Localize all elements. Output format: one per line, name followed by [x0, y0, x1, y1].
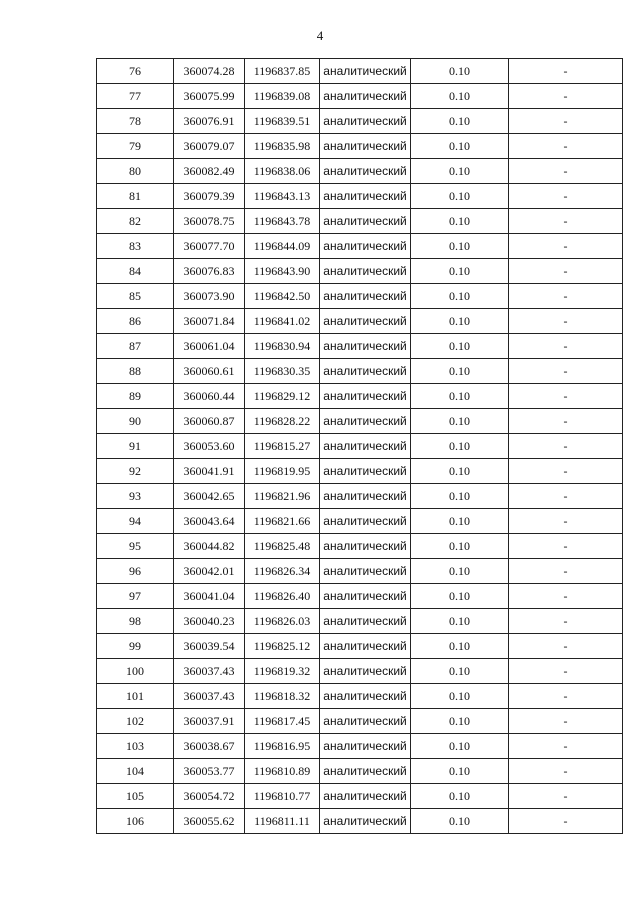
accuracy-cell: 0.10	[411, 109, 509, 134]
point-number-cell: 99	[97, 634, 174, 659]
method-cell: аналитический	[320, 234, 411, 259]
y-coordinate-cell: 1196843.78	[245, 209, 320, 234]
method-cell: аналитический	[320, 159, 411, 184]
method-cell: аналитический	[320, 484, 411, 509]
accuracy-cell: 0.10	[411, 59, 509, 84]
y-coordinate-cell: 1196825.12	[245, 634, 320, 659]
accuracy-cell: 0.10	[411, 759, 509, 784]
x-coordinate-cell: 360044.82	[174, 534, 245, 559]
method-cell: аналитический	[320, 359, 411, 384]
point-number-cell: 100	[97, 659, 174, 684]
accuracy-cell: 0.10	[411, 734, 509, 759]
table-row	[97, 459, 623, 484]
x-coordinate-cell: 360077.70	[174, 234, 245, 259]
point-number-cell: 83	[97, 234, 174, 259]
method-cell: аналитический	[320, 609, 411, 634]
y-coordinate-cell: 1196821.96	[245, 484, 320, 509]
note-cell: -	[509, 234, 623, 259]
accuracy-cell: 0.10	[411, 309, 509, 334]
accuracy-cell: 0.10	[411, 509, 509, 534]
point-number-cell: 86	[97, 309, 174, 334]
method-cell: аналитический	[320, 784, 411, 809]
point-number-cell: 89	[97, 384, 174, 409]
x-coordinate-cell: 360041.91	[174, 459, 245, 484]
note-cell: -	[509, 359, 623, 384]
point-number-cell: 90	[97, 409, 174, 434]
point-number-cell: 95	[97, 534, 174, 559]
note-cell: -	[509, 309, 623, 334]
method-cell: аналитический	[320, 759, 411, 784]
y-coordinate-cell: 1196837.85	[245, 59, 320, 84]
point-number-cell: 93	[97, 484, 174, 509]
note-cell: -	[509, 559, 623, 584]
accuracy-cell: 0.10	[411, 534, 509, 559]
method-cell: аналитический	[320, 809, 411, 834]
method-cell: аналитический	[320, 384, 411, 409]
y-coordinate-cell: 1196816.95	[245, 734, 320, 759]
point-number-cell: 96	[97, 559, 174, 584]
method-cell: аналитический	[320, 684, 411, 709]
method-cell: аналитический	[320, 209, 411, 234]
table-row	[97, 134, 623, 159]
table-row	[97, 334, 623, 359]
table-row	[97, 734, 623, 759]
method-cell: аналитический	[320, 334, 411, 359]
table-row	[97, 209, 623, 234]
table-row	[97, 434, 623, 459]
method-cell: аналитический	[320, 534, 411, 559]
table-row	[97, 484, 623, 509]
accuracy-cell: 0.10	[411, 559, 509, 584]
point-number-cell: 92	[97, 459, 174, 484]
point-number-cell: 87	[97, 334, 174, 359]
x-coordinate-cell: 360043.64	[174, 509, 245, 534]
method-cell: аналитический	[320, 659, 411, 684]
method-cell: аналитический	[320, 434, 411, 459]
note-cell: -	[509, 184, 623, 209]
accuracy-cell: 0.10	[411, 609, 509, 634]
note-cell: -	[509, 159, 623, 184]
table-row	[97, 759, 623, 784]
note-cell: -	[509, 134, 623, 159]
page-number: 4	[316, 28, 324, 43]
accuracy-cell: 0.10	[411, 184, 509, 209]
method-cell: аналитический	[320, 284, 411, 309]
table-row	[97, 284, 623, 309]
point-number-cell: 84	[97, 259, 174, 284]
table-row	[97, 259, 623, 284]
point-number-cell: 102	[97, 709, 174, 734]
y-coordinate-cell: 1196811.11	[245, 809, 320, 834]
x-coordinate-cell: 360039.54	[174, 634, 245, 659]
method-cell: аналитический	[320, 634, 411, 659]
accuracy-cell: 0.10	[411, 259, 509, 284]
table-row	[97, 559, 623, 584]
accuracy-cell: 0.10	[411, 384, 509, 409]
accuracy-cell: 0.10	[411, 134, 509, 159]
note-cell: -	[509, 384, 623, 409]
method-cell: аналитический	[320, 409, 411, 434]
point-number-cell: 78	[97, 109, 174, 134]
table-row	[97, 809, 623, 834]
table-row	[97, 784, 623, 809]
y-coordinate-cell: 1196826.03	[245, 609, 320, 634]
table-row	[97, 409, 623, 434]
point-number-cell: 81	[97, 184, 174, 209]
note-cell: -	[509, 59, 623, 84]
x-coordinate-cell: 360060.44	[174, 384, 245, 409]
note-cell: -	[509, 659, 623, 684]
y-coordinate-cell: 1196843.13	[245, 184, 320, 209]
x-coordinate-cell: 360060.87	[174, 409, 245, 434]
x-coordinate-cell: 360071.84	[174, 309, 245, 334]
y-coordinate-cell: 1196821.66	[245, 509, 320, 534]
x-coordinate-cell: 360053.77	[174, 759, 245, 784]
y-coordinate-cell: 1196843.90	[245, 259, 320, 284]
y-coordinate-cell: 1196829.12	[245, 384, 320, 409]
y-coordinate-cell: 1196839.51	[245, 109, 320, 134]
accuracy-cell: 0.10	[411, 709, 509, 734]
note-cell: -	[509, 334, 623, 359]
x-coordinate-cell: 360055.62	[174, 809, 245, 834]
table-row	[97, 684, 623, 709]
y-coordinate-cell: 1196835.98	[245, 134, 320, 159]
x-coordinate-cell: 360060.61	[174, 359, 245, 384]
y-coordinate-cell: 1196838.06	[245, 159, 320, 184]
method-cell: аналитический	[320, 509, 411, 534]
point-number-cell: 105	[97, 784, 174, 809]
y-coordinate-cell: 1196844.09	[245, 234, 320, 259]
x-coordinate-cell: 360076.83	[174, 259, 245, 284]
note-cell: -	[509, 409, 623, 434]
method-cell: аналитический	[320, 184, 411, 209]
y-coordinate-cell: 1196841.02	[245, 309, 320, 334]
x-coordinate-cell: 360061.04	[174, 334, 245, 359]
note-cell: -	[509, 259, 623, 284]
note-cell: -	[509, 209, 623, 234]
table-row	[97, 509, 623, 534]
accuracy-cell: 0.10	[411, 634, 509, 659]
note-cell: -	[509, 484, 623, 509]
y-coordinate-cell: 1196826.40	[245, 584, 320, 609]
y-coordinate-cell: 1196825.48	[245, 534, 320, 559]
y-coordinate-cell: 1196842.50	[245, 284, 320, 309]
accuracy-cell: 0.10	[411, 409, 509, 434]
method-cell: аналитический	[320, 584, 411, 609]
point-number-cell: 80	[97, 159, 174, 184]
accuracy-cell: 0.10	[411, 84, 509, 109]
x-coordinate-cell: 360075.99	[174, 84, 245, 109]
note-cell: -	[509, 584, 623, 609]
x-coordinate-cell: 360040.23	[174, 609, 245, 634]
x-coordinate-cell: 360037.43	[174, 659, 245, 684]
accuracy-cell: 0.10	[411, 334, 509, 359]
point-number-cell: 101	[97, 684, 174, 709]
x-coordinate-cell: 360082.49	[174, 159, 245, 184]
note-cell: -	[509, 284, 623, 309]
table-row	[97, 184, 623, 209]
x-coordinate-cell: 360041.04	[174, 584, 245, 609]
method-cell: аналитический	[320, 309, 411, 334]
note-cell: -	[509, 634, 623, 659]
method-cell: аналитический	[320, 559, 411, 584]
note-cell: -	[509, 609, 623, 634]
y-coordinate-cell: 1196815.27	[245, 434, 320, 459]
table-row	[97, 359, 623, 384]
note-cell: -	[509, 509, 623, 534]
x-coordinate-cell: 360079.07	[174, 134, 245, 159]
y-coordinate-cell: 1196839.08	[245, 84, 320, 109]
accuracy-cell: 0.10	[411, 209, 509, 234]
x-coordinate-cell: 360078.75	[174, 209, 245, 234]
point-number-cell: 103	[97, 734, 174, 759]
table-row	[97, 534, 623, 559]
y-coordinate-cell: 1196819.32	[245, 659, 320, 684]
note-cell: -	[509, 784, 623, 809]
y-coordinate-cell: 1196819.95	[245, 459, 320, 484]
method-cell: аналитический	[320, 734, 411, 759]
point-number-cell: 88	[97, 359, 174, 384]
point-number-cell: 91	[97, 434, 174, 459]
point-number-cell: 82	[97, 209, 174, 234]
x-coordinate-cell: 360042.01	[174, 559, 245, 584]
note-cell: -	[509, 684, 623, 709]
y-coordinate-cell: 1196828.22	[245, 409, 320, 434]
note-cell: -	[509, 459, 623, 484]
point-number-cell: 106	[97, 809, 174, 834]
y-coordinate-cell: 1196817.45	[245, 709, 320, 734]
coordinates-table-body	[97, 59, 623, 834]
x-coordinate-cell: 360042.65	[174, 484, 245, 509]
point-number-cell: 104	[97, 759, 174, 784]
coordinates-table	[96, 58, 623, 834]
point-number-cell: 76	[97, 59, 174, 84]
point-number-cell: 77	[97, 84, 174, 109]
y-coordinate-cell: 1196810.77	[245, 784, 320, 809]
x-coordinate-cell: 360074.28	[174, 59, 245, 84]
table-row	[97, 384, 623, 409]
table-row	[97, 234, 623, 259]
accuracy-cell: 0.10	[411, 159, 509, 184]
note-cell: -	[509, 109, 623, 134]
table-row	[97, 159, 623, 184]
x-coordinate-cell: 360037.43	[174, 684, 245, 709]
method-cell: аналитический	[320, 59, 411, 84]
table-row	[97, 309, 623, 334]
x-coordinate-cell: 360037.91	[174, 709, 245, 734]
method-cell: аналитический	[320, 134, 411, 159]
accuracy-cell: 0.10	[411, 784, 509, 809]
method-cell: аналитический	[320, 459, 411, 484]
note-cell: -	[509, 759, 623, 784]
accuracy-cell: 0.10	[411, 809, 509, 834]
x-coordinate-cell: 360076.91	[174, 109, 245, 134]
note-cell: -	[509, 534, 623, 559]
point-number-cell: 97	[97, 584, 174, 609]
table-row	[97, 584, 623, 609]
point-number-cell: 94	[97, 509, 174, 534]
method-cell: аналитический	[320, 259, 411, 284]
y-coordinate-cell: 1196826.34	[245, 559, 320, 584]
accuracy-cell: 0.10	[411, 459, 509, 484]
table-row	[97, 609, 623, 634]
accuracy-cell: 0.10	[411, 284, 509, 309]
table-row	[97, 109, 623, 134]
accuracy-cell: 0.10	[411, 484, 509, 509]
accuracy-cell: 0.10	[411, 359, 509, 384]
note-cell: -	[509, 434, 623, 459]
point-number-cell: 79	[97, 134, 174, 159]
y-coordinate-cell: 1196810.89	[245, 759, 320, 784]
note-cell: -	[509, 84, 623, 109]
x-coordinate-cell: 360079.39	[174, 184, 245, 209]
accuracy-cell: 0.10	[411, 684, 509, 709]
note-cell: -	[509, 809, 623, 834]
x-coordinate-cell: 360038.67	[174, 734, 245, 759]
y-coordinate-cell: 1196818.32	[245, 684, 320, 709]
table-row	[97, 709, 623, 734]
note-cell: -	[509, 709, 623, 734]
x-coordinate-cell: 360073.90	[174, 284, 245, 309]
method-cell: аналитический	[320, 709, 411, 734]
point-number-cell: 85	[97, 284, 174, 309]
method-cell: аналитический	[320, 84, 411, 109]
accuracy-cell: 0.10	[411, 434, 509, 459]
table-row	[97, 59, 623, 84]
x-coordinate-cell: 360054.72	[174, 784, 245, 809]
accuracy-cell: 0.10	[411, 234, 509, 259]
x-coordinate-cell: 360053.60	[174, 434, 245, 459]
table-row	[97, 634, 623, 659]
accuracy-cell: 0.10	[411, 584, 509, 609]
table-row	[97, 659, 623, 684]
y-coordinate-cell: 1196830.94	[245, 334, 320, 359]
method-cell: аналитический	[320, 109, 411, 134]
note-cell: -	[509, 734, 623, 759]
table-row	[97, 84, 623, 109]
accuracy-cell: 0.10	[411, 659, 509, 684]
y-coordinate-cell: 1196830.35	[245, 359, 320, 384]
point-number-cell: 98	[97, 609, 174, 634]
